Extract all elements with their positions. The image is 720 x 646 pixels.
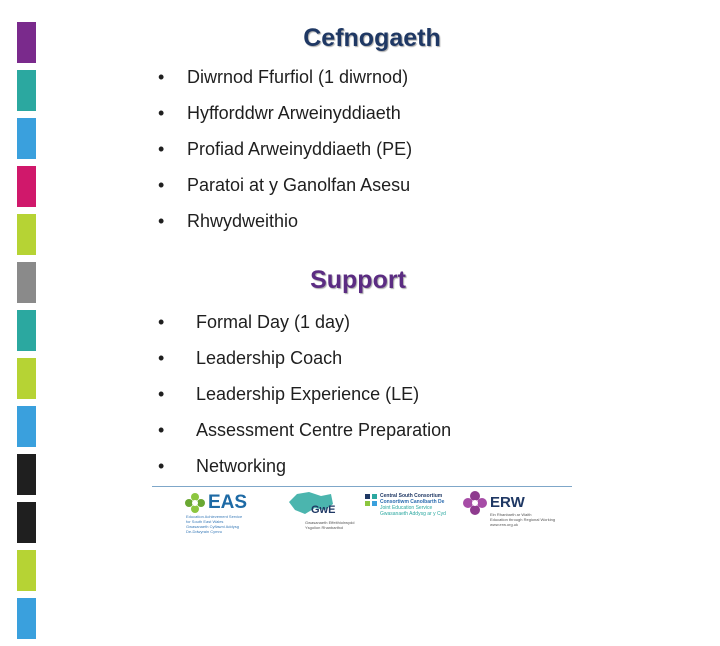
list-item <box>158 383 451 419</box>
erw-tagline <box>490 512 555 527</box>
csc-tagline <box>380 493 446 517</box>
csc-logo <box>365 490 455 536</box>
stripe-segment <box>17 550 36 591</box>
list-item <box>158 102 412 138</box>
bullet: • <box>158 211 165 231</box>
list-item-text: Leadership Coach <box>196 348 343 368</box>
stripe-segment <box>17 406 36 447</box>
csc-line: Joint Education Service <box>380 505 433 511</box>
list-item-text: Hyfforddwr Arweinyddiaeth <box>187 103 401 123</box>
list-item <box>158 174 412 210</box>
eas-line: Education Achievement Service <box>186 514 243 519</box>
csc-line: Gwasanaeth Addysg ar y Cyd <box>380 511 446 517</box>
eas-logo <box>184 490 264 536</box>
gwe-name: GwE <box>311 504 336 516</box>
stripe-segment <box>17 214 36 255</box>
eas-line: De-Ddwyrain Cymru <box>186 529 223 534</box>
bullet: • <box>158 348 165 368</box>
stripe-segment <box>17 454 36 495</box>
gwe-logo <box>285 490 355 536</box>
eas-line: Gwasanaeth Cyflawni Addysg <box>186 524 239 529</box>
bullet: • <box>158 384 165 404</box>
english-title: Support <box>310 266 406 294</box>
partner-logos <box>0 490 720 540</box>
eas-line: for South East Wales <box>186 519 224 524</box>
erw-line: www.erw.org.uk <box>490 522 519 527</box>
eas-flower-icon <box>184 492 206 514</box>
erw-logo <box>462 490 556 536</box>
stripe-segment <box>17 118 36 159</box>
list-item <box>158 347 451 383</box>
list-item <box>158 311 451 347</box>
erw-name: ERW <box>490 494 525 511</box>
eas-tagline <box>186 514 242 534</box>
list-item-text: Networking <box>196 456 287 476</box>
welsh-title: Cefnogaeth <box>303 24 441 52</box>
list-item-text: Formal Day (1 day) <box>196 312 351 332</box>
stripe-segment <box>17 166 36 207</box>
stripe-segment <box>17 70 36 111</box>
gwe-tagline <box>305 520 355 530</box>
list-item <box>158 66 412 102</box>
erw-flower-icon <box>462 490 488 516</box>
bullet: • <box>158 420 165 440</box>
bullet: • <box>158 456 165 476</box>
list-item-text: Profiad Arweinyddiaeth (PE) <box>187 139 413 159</box>
english-support-list <box>158 311 451 491</box>
list-item-text: Diwrnod Ffurfiol (1 diwrnod) <box>187 67 409 87</box>
csc-grid-icon <box>365 494 377 506</box>
bullet: • <box>158 103 165 123</box>
bullet: • <box>158 175 165 195</box>
list-item-text: Paratoi at y Ganolfan Asesu <box>187 175 411 195</box>
csc-line: Central South Consortium <box>380 493 443 499</box>
csc-line: Consortiwm Canolbarth De <box>380 499 445 505</box>
list-item-text: Leadership Experience (LE) <box>196 384 420 404</box>
bullet: • <box>158 312 165 332</box>
stripe-segment <box>17 310 36 351</box>
list-item <box>158 138 412 174</box>
erw-line: Education through Regional Working <box>490 517 556 522</box>
footer-divider <box>152 486 572 487</box>
eas-name: EAS <box>208 492 248 513</box>
decorative-stripe-bar <box>17 22 36 646</box>
erw-line: Ein Rhanbarth ar Waith <box>490 512 532 517</box>
bullet: • <box>158 67 165 87</box>
list-item <box>158 210 412 246</box>
welsh-support-list <box>158 66 412 246</box>
bullet: • <box>158 139 165 159</box>
stripe-segment <box>17 598 36 639</box>
gwe-line: Gwasanaeth Effeithiolrwydd <box>305 520 355 525</box>
list-item-text: Assessment Centre Preparation <box>196 420 452 440</box>
gwe-line: Ysgolion Rhanbarthol <box>305 525 344 530</box>
stripe-segment <box>17 358 36 399</box>
list-item <box>158 419 451 455</box>
list-item-text: Rhwydweithio <box>187 211 299 231</box>
